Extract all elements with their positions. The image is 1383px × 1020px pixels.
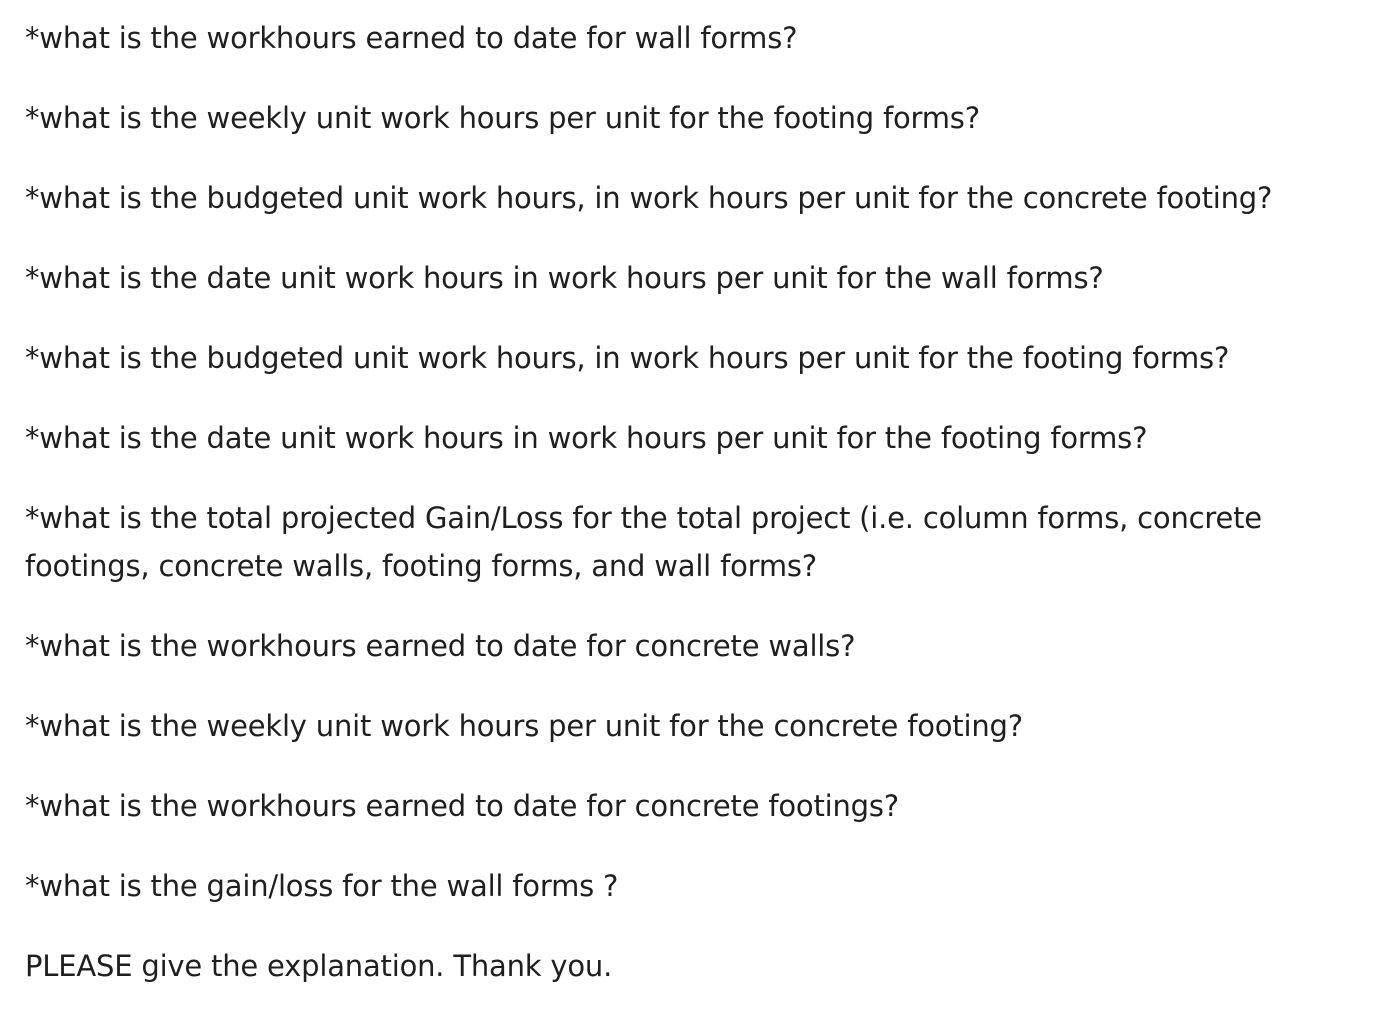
question-text: *what is the budgeted unit work hours, in work hours per unit for the footing forms? — [25, 341, 1230, 375]
question-text: *what is the workhours earned to date for concrete walls? — [25, 629, 856, 663]
question-text: *what is the date unit work hours in work hours per unit for the footing forms? — [25, 421, 1148, 455]
question-text: *what is the workhours earned to date for concrete footings? — [25, 789, 899, 823]
question-text: *what is the total projected Gain/Loss for the total project (i.e. column forms, concrete footings, concrete walls, footing forms, and wall forms? — [25, 501, 1262, 583]
closing-request: PLEASE give the explanation. Thank you. — [25, 949, 613, 983]
question-text: *what is the gain/loss for the wall forms ? — [25, 869, 619, 903]
question-text: *what is the budgeted unit work hours, in work hours per unit for the concrete footing? — [25, 181, 1273, 215]
question-text: *what is the weekly unit work hours per unit for the concrete footing? — [25, 709, 1023, 743]
question-text: *what is the weekly unit work hours per unit for the footing forms? — [25, 101, 980, 135]
question-text: *what is the date unit work hours in work hours per unit for the wall forms? — [25, 261, 1104, 295]
question-text: *what is the workhours earned to date for wall forms? — [25, 21, 798, 55]
